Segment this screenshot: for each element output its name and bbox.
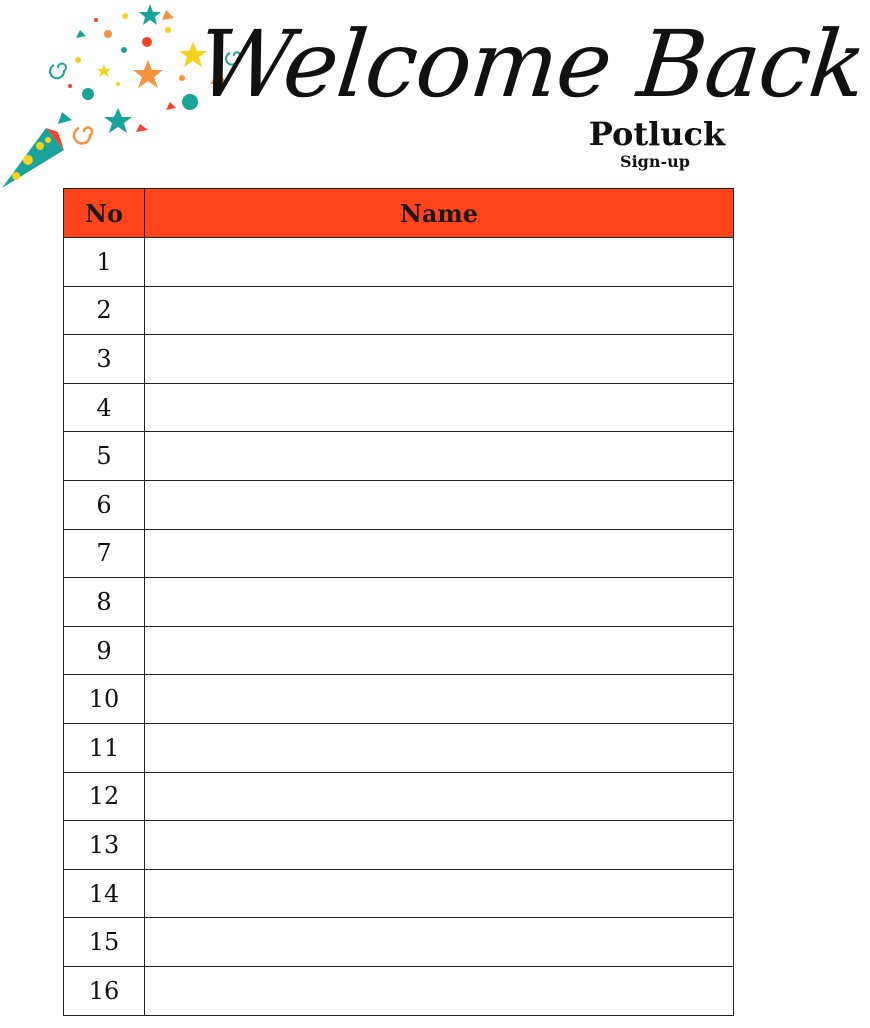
row-number: 8: [64, 578, 145, 627]
name-cell[interactable]: [145, 918, 734, 967]
row-number: 11: [64, 723, 145, 772]
table-row: [64, 383, 734, 432]
row-number: 3: [64, 335, 145, 384]
name-cell[interactable]: [145, 529, 734, 578]
table-row: [64, 821, 734, 870]
page-subtitle-small: Sign-up: [620, 152, 690, 171]
name-cell[interactable]: [145, 335, 734, 384]
name-cell[interactable]: [145, 383, 734, 432]
name-cell[interactable]: [145, 286, 734, 335]
table-row: [64, 918, 734, 967]
page-subtitle: Potluck: [588, 115, 726, 153]
name-cell[interactable]: [145, 821, 734, 870]
page-title: Welcome Back: [192, 11, 870, 118]
name-cell[interactable]: [145, 578, 734, 627]
name-cell[interactable]: [145, 723, 734, 772]
row-number: 14: [64, 869, 145, 918]
name-cell[interactable]: [145, 432, 734, 481]
table-row: [64, 626, 734, 675]
row-number: 1: [64, 238, 145, 287]
table-row: [64, 966, 734, 1015]
column-header-no: No: [64, 189, 145, 238]
table-row: [64, 335, 734, 384]
row-number: 10: [64, 675, 145, 724]
table-row: [64, 529, 734, 578]
table-row: [64, 675, 734, 724]
table-row: [64, 480, 734, 529]
row-number: 15: [64, 918, 145, 967]
table-row: [64, 238, 734, 287]
row-number: 6: [64, 480, 145, 529]
name-cell[interactable]: [145, 772, 734, 821]
table-row: [64, 578, 734, 627]
row-number: 5: [64, 432, 145, 481]
table-row: [64, 869, 734, 918]
name-cell[interactable]: [145, 675, 734, 724]
name-cell[interactable]: [145, 238, 734, 287]
row-number: 13: [64, 821, 145, 870]
row-number: 2: [64, 286, 145, 335]
row-number: 7: [64, 529, 145, 578]
table-row: [64, 286, 734, 335]
row-number: 16: [64, 966, 145, 1015]
table-row: [64, 432, 734, 481]
signup-table: [63, 188, 734, 1016]
name-cell[interactable]: [145, 869, 734, 918]
table-row: [64, 772, 734, 821]
column-header-name: Name: [145, 189, 734, 238]
table-header-row: [64, 189, 734, 238]
name-cell[interactable]: [145, 480, 734, 529]
name-cell[interactable]: [145, 966, 734, 1015]
row-number: 12: [64, 772, 145, 821]
name-cell[interactable]: [145, 626, 734, 675]
row-number: 4: [64, 383, 145, 432]
table-row: [64, 723, 734, 772]
row-number: 9: [64, 626, 145, 675]
